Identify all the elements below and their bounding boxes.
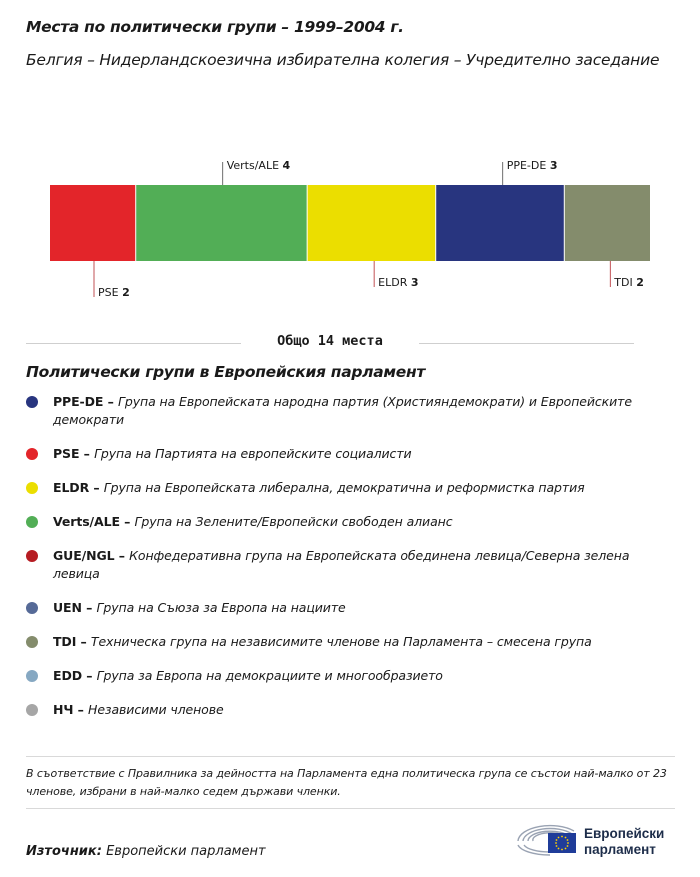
legend-abbr: EDD – — [53, 668, 97, 683]
segment-name-ppe-de: PPE-DE — [506, 159, 550, 172]
legend-swatch-icon — [26, 636, 38, 648]
legend-description: Техническа група на независимите членове на Парламента – смесена група — [90, 634, 592, 649]
legend-description: Група на Европейската либерална, демократична и реформистка партия — [103, 480, 585, 495]
legend-swatch-icon — [26, 550, 38, 562]
legend-abbr: TDI – — [53, 634, 91, 649]
segment-label-eldr — [378, 276, 418, 289]
legend-item-edd — [26, 667, 676, 701]
bar-segment-eldr — [307, 185, 436, 261]
legend-abbr: GUE/NGL – — [53, 548, 130, 563]
legend-swatch-icon — [26, 448, 38, 460]
segment-label-tdi — [613, 276, 644, 289]
legend-description: Независими членове — [88, 702, 224, 717]
legend-swatch-icon — [26, 516, 38, 528]
bar-segment-pse — [50, 185, 136, 261]
chart-title: Места по политически групи – 1999–2004 г. — [26, 18, 404, 36]
segment-label-pse — [98, 286, 130, 299]
legend-abbr: ELDR – — [53, 480, 104, 495]
legend-description: Група на Зелените/Европейски свободен алианс — [134, 514, 453, 529]
note-divider-top — [26, 756, 675, 757]
segment-value-eldr: 3 — [410, 276, 419, 289]
legend-description: Група за Европа на демокрациите и многообразието — [96, 668, 443, 683]
legend-description: Конфедеративна група на Европейската обединена левица/Северна зелена левица — [53, 548, 630, 581]
total-divider-right — [419, 343, 634, 344]
legend-item-verts-ale — [26, 513, 676, 547]
segment-name-eldr: ELDR — [378, 276, 411, 289]
political-groups-legend — [26, 393, 676, 735]
source-line — [26, 844, 266, 859]
total-seats-label: Общо 14 места — [277, 333, 383, 349]
legend-item-eldr — [26, 479, 676, 513]
legend-swatch-icon — [26, 704, 38, 716]
legend-swatch-icon — [26, 396, 38, 408]
legend-item-tdi — [26, 633, 676, 667]
segment-value-pse: 2 — [122, 286, 130, 299]
legend-description: Група на Партията на европейските социалисти — [94, 446, 412, 461]
legend-swatch-icon — [26, 670, 38, 682]
legend-item-gue-ngl — [26, 547, 676, 599]
segment-name-verts-ale: Verts/ALE — [226, 159, 283, 172]
legend-abbr: Verts/ALE – — [53, 514, 135, 529]
segment-label-verts-ale — [227, 159, 291, 172]
segment-name-pse: PSE — [98, 286, 123, 299]
source-value: Европейски парламент — [106, 844, 266, 859]
legend-title: Политически групи в Европейския парламент — [26, 363, 426, 381]
bar-segment-ppe-de — [436, 185, 565, 261]
legend-item-ppe-de — [26, 393, 676, 445]
legend-item-нч — [26, 701, 676, 735]
legend-item-uen — [26, 599, 676, 633]
segment-value-ppe-de: 3 — [549, 159, 558, 172]
bar-segment-verts-ale — [136, 185, 307, 261]
legend-swatch-icon — [26, 602, 38, 614]
source-label: Източник: — [26, 844, 102, 859]
rules-note: В съответствие с Правилника за дейността на Парламента една политическа група се състои най-малко от 23 членове, избрани в най-малко седем държави членки. — [26, 767, 667, 798]
legend-abbr: PSE – — [53, 446, 95, 461]
legend-abbr: НЧ – — [53, 702, 89, 717]
note-divider-bottom — [26, 808, 675, 809]
chart-subtitle: Белгия – Нидерландскоезична избирателна колегия – Учредително заседание — [26, 51, 660, 69]
bar-segment-tdi — [564, 185, 650, 261]
segment-label-ppe-de — [507, 159, 558, 172]
legend-abbr: PPE-DE – — [53, 394, 119, 409]
segment-name-tdi: TDI — [614, 276, 637, 289]
legend-description: Група на Съюза за Европа на нациите — [96, 600, 346, 615]
logo-text-line1: Европейски — [584, 826, 665, 841]
legend-abbr: UEN – — [53, 600, 97, 615]
logo-text — [584, 826, 664, 858]
legend-description: Група на Европейската народна партия (Християндемократи) и Европейските демократи — [53, 394, 632, 427]
segment-value-tdi: 2 — [636, 276, 644, 289]
logo-text-line2: парламент — [584, 842, 656, 857]
seats-stacked-bar-chart — [0, 150, 700, 310]
total-seats-row — [26, 333, 634, 353]
segment-value-verts-ale: 4 — [282, 159, 291, 172]
legend-swatch-icon — [26, 482, 38, 494]
legend-item-pse — [26, 445, 676, 479]
